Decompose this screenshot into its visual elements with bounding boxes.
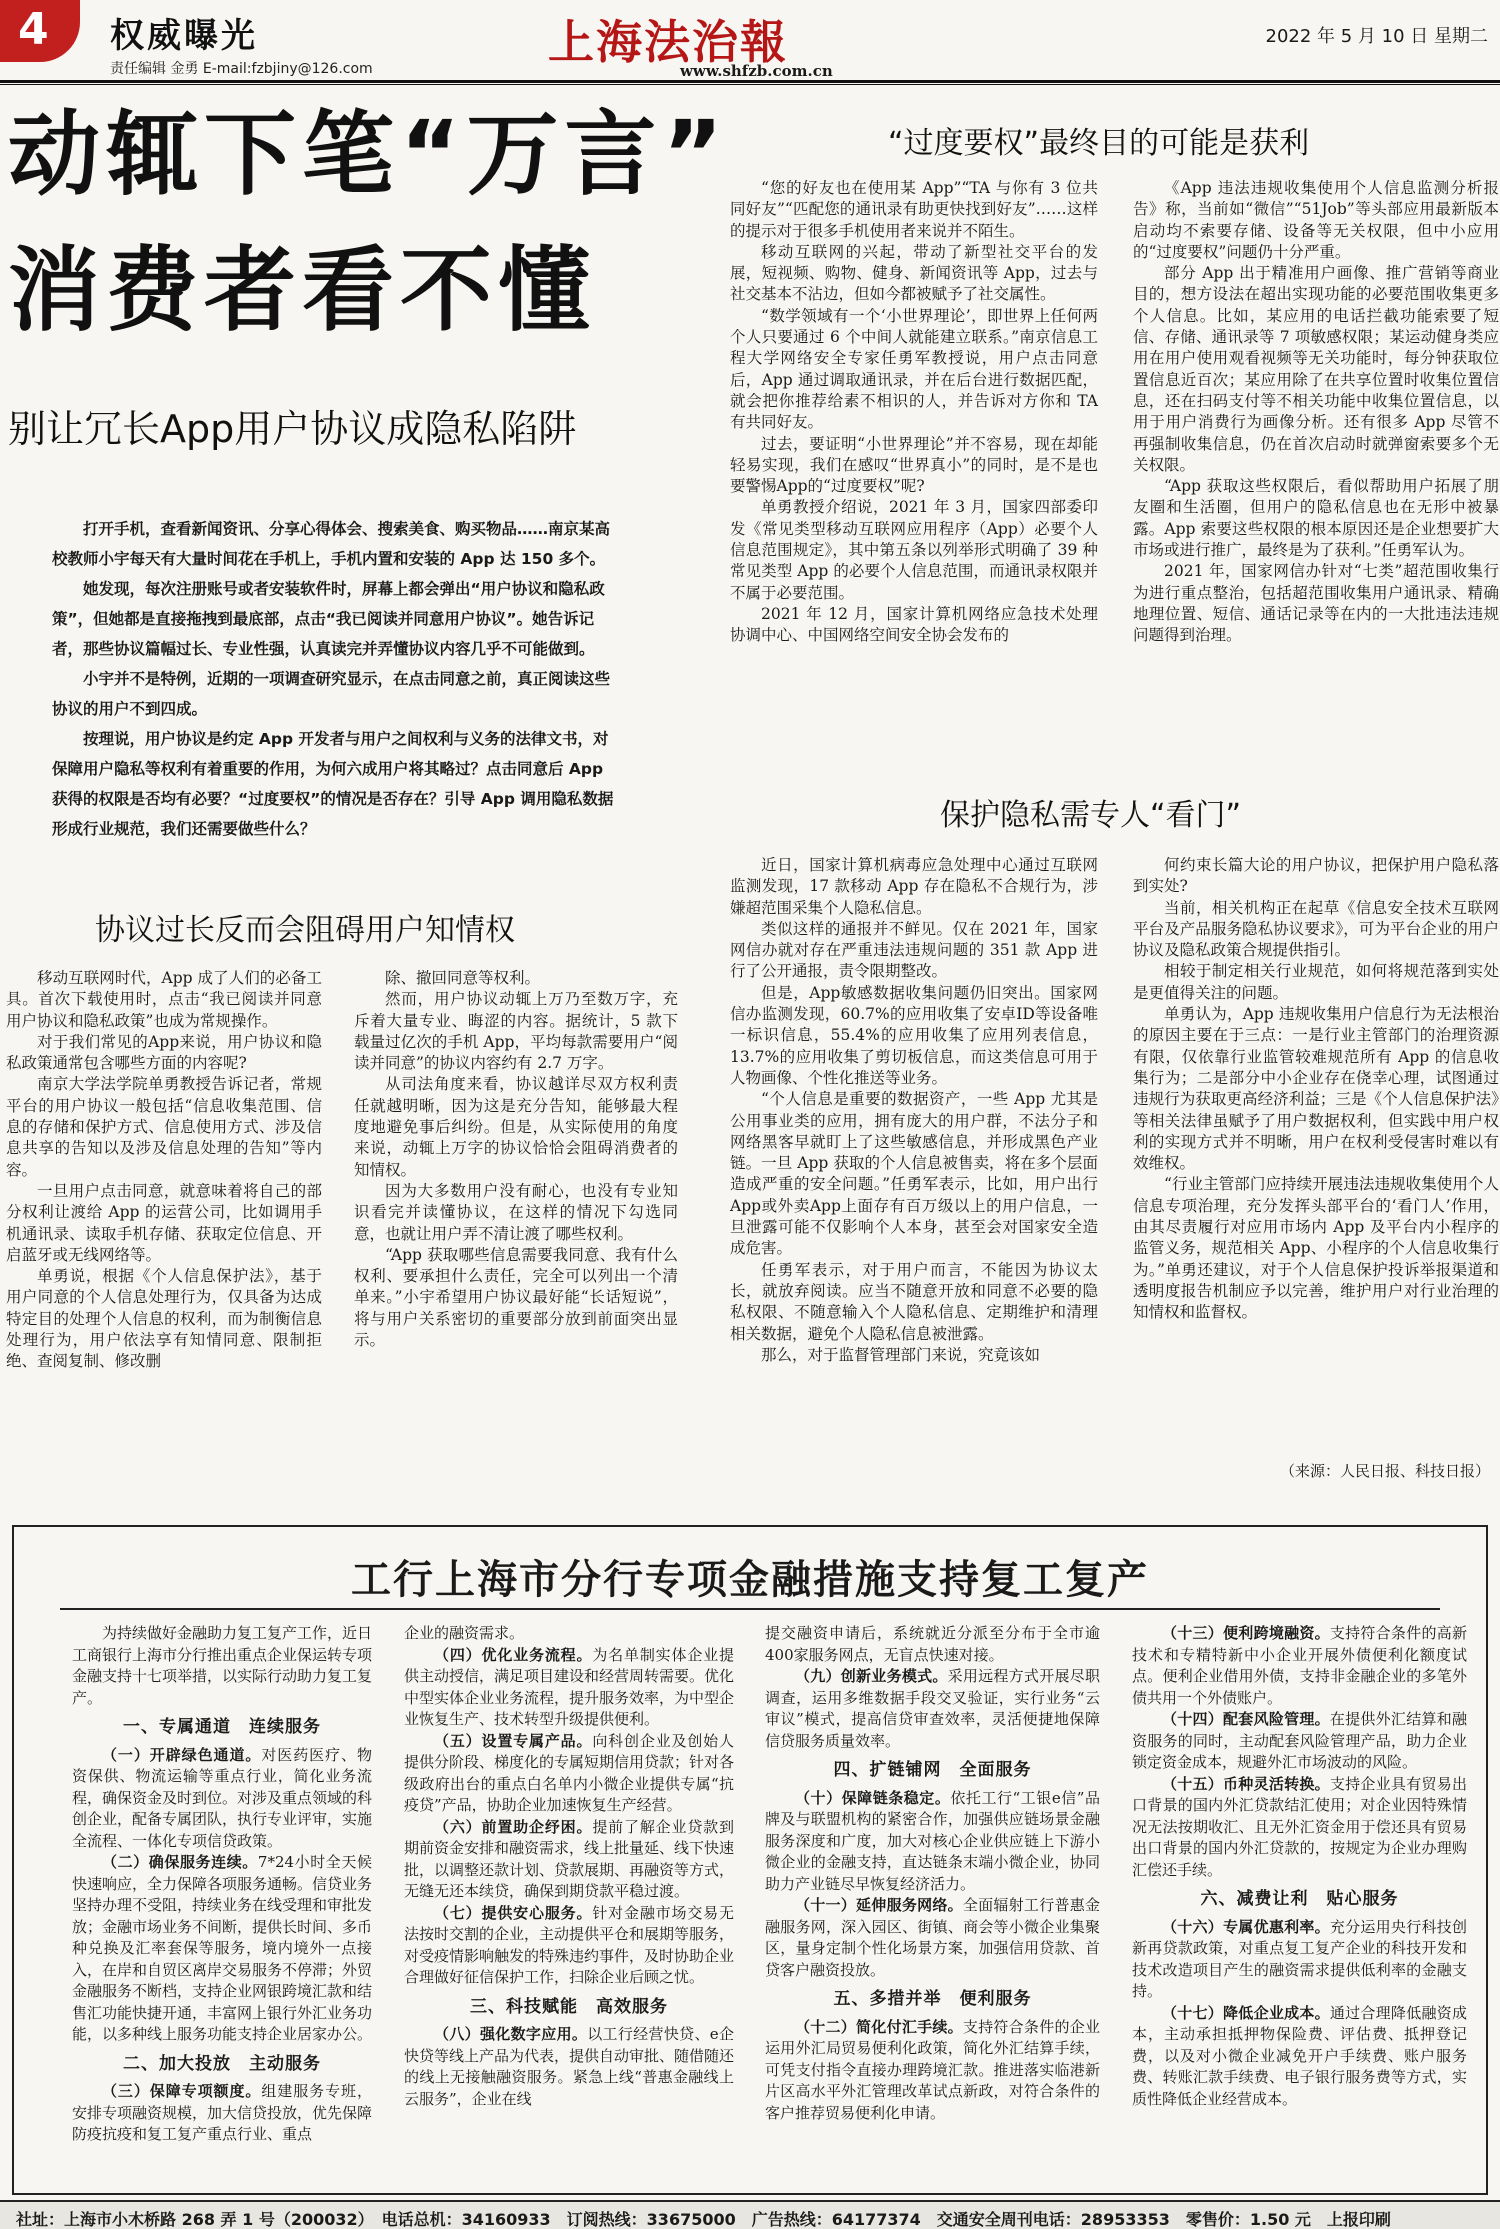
measure-text: 提前了解企业贷款到期前资金安排和融资需求，线上批量延、线下快速批，以调整还款计划、贷款展期、再融资等方式，无缝无还本续贷，确保到期贷款平稳过渡。 [404,1817,735,1900]
measure-text: 以工行经营快贷、e企快贷等线上产品为代表，提供自动审批、随借随还的线上无接触融资服务。紧急上线“普惠金融线上云服务”，企业在线 [404,2025,735,2108]
section-name: 权威曝光 [110,16,258,56]
paragraph: 类似这样的通报并不鲜见。仅在 2021 年，国家网信办就对存在严重违法违规问题的 351 款 App 进行了公开通报，责令限期整改。 [730,919,1098,981]
page-number: 4 [18,4,49,55]
bank-paragraph [404,1645,734,1731]
measure-label: （八）强化数字应用。 [434,2025,588,2043]
paragraph: 单勇教授介绍说，2021 年 3 月，国家四部委印发《常见类型移动互联网应用程序（App）必要个人信息范围规定》，其中第五条以列举形式明确了 39 种常见类型 App 的必要个人信息范围，而通讯录权限并不属于必要范围。 [730,498,1098,602]
bank-paragraph [404,1903,734,1989]
measure-label: （五）设置专属产品。 [434,1731,593,1750]
measure-label: （四）优化业务流程。 [434,1645,593,1664]
measure-label: （十）保障链条稳定。 [795,1788,951,1807]
measure-label: （二）确保服务连续。 [102,1853,258,1871]
bank-title-rule [60,1608,1440,1610]
paragraph: 近日，国家计算机病毒应急处理中心通过互联网监测发现，17 款移动 App 存在隐私不合规行为，涉嫌超范围采集个人隐私信息。 [730,856,1098,917]
measure-label: （三）保障专项额度。 [102,2082,262,2100]
measure-label: （十七）降低企业成本。 [1162,2003,1330,2022]
section-3-column-2 [1133,855,1499,1324]
measure-label: （十三）便利跨境融资。 [1162,1624,1330,1642]
measure-label: （十五）币种灵活转换。 [1162,1774,1330,1793]
newspaper-logo: 上海法治報 [548,15,788,69]
section-1-column-2 [354,968,678,1351]
paragraph: 除、撤回同意等权利。 [385,969,541,987]
section-title-2: “过度要权”最终目的可能是获利 [888,126,1310,161]
paragraph: 移动互联网时代，App 成了人们的必备工具。首次下载使用时，点击“我已阅读并同意用户协议和隐私政策”也成为常规操作。 [6,969,322,1030]
measure-text: 对医药医疗、物资保供、物流运输等重点行业，简化业务流程，确保资金及时到位。对涉及重点领域的科创企业，配备专属团队，执行专业评审，实施全流程、一体化专项信贷政策。 [72,1745,373,1850]
measure-label: （十二）简化付汇手续。 [795,2017,963,2036]
paragraph: 《App 违法违规收集使用个人信息监测分析报告》称，当前如“微信”“51Job”等头部应用最新版本启动均不索要存储、设备等无关权限，但中小应用的“过度要权”问题仍十分严重。 [1133,179,1499,261]
bank-paragraph [404,2024,734,2110]
bank-paragraph [1132,1917,1467,2003]
paragraph: 过去，要证明“小世界理论”并不容易，现在却能轻易实现，我们在感叹“世界真小”的同时，是不是也要警惕App的“过度要权”呢? [730,434,1098,496]
measure-label: （十六）专属优惠利率。 [1162,1917,1330,1936]
paragraph: 因为大多数用户没有耐心，也没有专业知识看完并读懂协议，在这样的情况下勾选同意，也就让用户弄不清让渡了哪些权利。 [354,1181,678,1243]
bank-paragraph [72,1745,372,1853]
measure-text: 依托工行“工银e信”品牌及与联盟机构的紧密合作，加强供应链场景金融服务深度和广度，加大对核心企业供应链上下游小微企业的金融支持，直达链条末端小微企业，协同助力产业链尽早恢复经济活力。 [765,1788,1100,1893]
measure-text: 7*24小时全天候快速响应，全力保障各项服务通畅。信贷业务坚持办理不受阻，持续业务在线受理和审批发放；金融市场业务不间断，提供长时间、多币种兑换及汇率套保等服务，境内境外一点接入，在岸和自贸区离岸交易服务不停滞；外贸金融服务不断档，支持企业网银跨境汇款和结售汇功能快捷开通，丰富网上银行外汇业务功能，以多种线上服务功能支持企业居家办公。 [72,1853,373,2043]
measure-text: 为名单制实体企业提供主动授信，满足项目建设和经营周转需要。优化中型实体企业业务流程，提升服务效率，为中型企业恢复生产、技术转型升级提供便利。 [404,1645,735,1728]
measure-text: 提交融资申请后，系统就近分派至分布于全市逾400家服务网点，无盲点快速对接。 [765,1624,1100,1664]
paragraph: 对于我们常见的App来说，用户协议和隐私政策通常包含哪些方面的内容呢? [6,1032,322,1073]
lede [52,514,622,844]
bank-paragraph [765,1666,1100,1752]
headline-line-2: 消费者看不懂 [8,237,597,344]
measure-text: 通过合理降低融资成本，主动承担抵押物保险费、评估费、抵押登记费，以及对小微企业减免开户手续费、账户服务费、转账汇款手续费、电子银行服务费等方式，实质性降低企业经营成本。 [1132,2003,1467,2108]
paragraph: 南京大学法学院单勇教授告诉记者，常规平台的用户协议一般包括“信息收集范围、信息的存储和保护方式、信息使用方式、涉及信息共享的告知以及涉及信息处理的告知”等内容。 [6,1075,322,1179]
footer [0,2200,1500,2229]
paragraph: 她发现，每次注册账号或者安装软件时，屏幕上都会弹出“用户协议和隐私政策”，但她都是直接拖拽到最底部，点击“我已阅读并同意用户协议”。她告诉记者，那些协议篇幅过长、专业性强，认真读完并弄懂协议内容几乎不可能做到。 [52,580,605,658]
paragraph: 然而，用户协议动辄上万乃至数万字，充斥着大量专业、晦涩的内容。据统计，5 款下载量过亿次的手机 App，平均每款需要用户“阅读并同意”的协议内容约有 2.7 万字。 [354,990,678,1073]
subheadline: 别让冗长App用户协议成隐私陷阱 [8,407,577,451]
paragraph: 2021 年 12 月，国家计算机网络应急技术处理协调中心、中国网络空间安全协会发布的 [730,604,1098,645]
bank-section-heading: 四、扩链铺网 全面服务 [833,1760,1032,1780]
bank-section-heading: 六、减费让利 贴心服务 [1200,1889,1399,1909]
paragraph: 何约束长篇大论的用户协议，把保护用户隐私落到实处? [1133,856,1499,896]
bank-section-heading: 五、多措并举 便利服务 [833,1989,1032,2009]
paragraph: “App 获取这些权限后，看似帮助用户拓展了朋友圈和生活圈，但用户的隐私信息也在无形中被暴露。App 索要这些权限的根本原因还是企业想要扩大市场或进行推广，最终是为了获利。”任勇军认为。 [1133,477,1499,560]
bank-paragraph [1132,1774,1467,1882]
bank-paragraph [765,1788,1100,1896]
measure-label: （十四）配套风险管理。 [1162,1710,1330,1728]
paragraph: “App 获取哪些信息需要我同意、我有什么权利、要承担什么责任，完全可以列出一个清单来。”小宇希望用户协议最好能“长话短说”，将与用户关系密切的重要部分放到前面突出显示。 [354,1245,678,1350]
bank-paragraph [765,2017,1100,2125]
paragraph: 部分 App 出于精准用户画像、推广营销等商业目的，想方设法在超出实现功能的必要范围收集更多个人信息。比如，某应用的电话拦截功能索要了短信、存储、通讯录等 7 项敏感权限；某运动健身类应用在用户使用观看视频等无关功能时，每分钟获取位置信息近百次；某应用除了在共享位置时收集位置信息，还在扫码支付等不相关功能中收集位置信息，以用于用户消费行为画像分析。还有很多 App 尽管不再强制收集信息，仍在首次启动时就弹窗索要多个无关权限。 [1133,264,1499,474]
paragraph: “您的好友也在使用某 App”“TA 与你有 3 位共同好友”“匹配您的通讯录有助更快找到好友”……这样的提示对于很多手机使用者来说并不陌生。 [730,179,1098,240]
paragraph: “个人信息是重要的数据资产，一些 App 尤其是公用事业类的应用，拥有庞大的用户群，不法分子和网络黑客早就盯上了这些敏感信息，并形成黑色产业链。一旦 App 获取的个人信息被售卖，将在多个层面造成严重的安全问题。”任勇军表示，比如，用户出行App或外卖App上面存有百万级以上的用户信息，一旦泄露可能不仅影响个人本身，甚至会对国家安全造成危害。 [730,1090,1098,1258]
section-2-column-1 [730,178,1098,647]
section-2-column-2 [1133,178,1499,647]
measure-text: 向科创企业及创始人提供分阶段、梯度化的专属短期信用贷款；针对各级政府出台的重点白名单内小微企业提供专属“抗疫贷”产品，协助企业加速恢复生产经营。 [404,1731,735,1814]
measure-text: 支持符合条件的企业运用外汇局贸易便利化政策，简化外汇结算手续，可凭支付指令直接办理跨境汇款。推进落实临港新片区高水平外汇管理改革试点新政，对符合条件的客户推荐贸易便利化申请。 [765,2017,1100,2122]
measure-label: （七）提供安心服务。 [434,1903,593,1922]
source-credit: （来源：人民日报、科技日报） [1279,1462,1490,1480]
paragraph: 移动互联网的兴起，带动了新型社交平台的发展，短视频、购物、健身、新闻资讯等 App，过去与社交基本不沾边，但如今都被赋予了社交属性。 [730,242,1098,304]
bank-paragraph [404,1623,734,1645]
measure-text: 在提供外汇结算和融资服务的同时，主动配套风险管理产品，助力企业锁定资金成本，规避外汇市场波动的风险。 [1132,1710,1467,1771]
bank-paragraph [72,2081,372,2146]
headline-line-1: 动辄下笔“万言” [8,101,729,208]
bank-article-title: 工行上海市分行专项金融措施支持复工复产 [351,1557,1149,1603]
paragraph: 当前，相关机构正在起草《信息安全技术互联网平台及产品服务隐私协议要求》，可为平台企业的用户协议及隐私政策合规提供指引。 [1133,898,1499,960]
bank-paragraph [765,1623,1100,1666]
measure-text: 为持续做好金融助力复工复产工作，近日工商银行上海市分行推出重点企业保运转专项金融支持十七项举措，以实际行动助力复工复产。 [72,1624,373,1707]
bank-paragraph [1132,1709,1467,1774]
measure-label: （十一）延伸服务网络。 [795,1896,963,1914]
paragraph: 从司法角度来看，协议越详尽双方权利责任就越明晰，因为这是充分告知，能够最大程度地避免事后纠纷。但是，从实际使用的角度来说，动辄上万字的协议恰恰会阻碍消费者的知情权。 [354,1075,678,1179]
bank-section-heading: 二、加大投放 主动服务 [123,2053,321,2074]
bank-paragraph [765,1895,1100,1981]
measure-label: （九）创新业务模式。 [795,1667,948,1685]
bank-section-heading: 一、专属通道 连续服务 [123,1717,321,1737]
section-title-1: 协议过长反而会阻碍用户知情权 [95,913,515,948]
paragraph: 但是，App敏感数据收集问题仍旧突出。国家网信办监测发现，60.7%的应用收集了安卓ID等设备唯一标识信息，55.4%的应用收集了应用列表信息，13.7%的应用收集了剪切板信息，而这类信息可用于人物画像、个性化推送等业务。 [730,983,1098,1087]
measure-text: 全面辐射工行普惠金融服务网，深入园区、街镇、商会等小微企业集聚区，量身定制个性化场景方案，加强信用贷款、首贷客户融资投放。 [765,1896,1100,1979]
paragraph: 一旦用户点击同意，就意味着将自己的部分权利让渡给 App 的运营公司，比如调用手机通讯录、读取手机存储、获取定位信息、开启蓝牙或无线网络等。 [6,1181,322,1264]
website-url: www.shfzb.com.cn [680,62,833,80]
paragraph: 2021 年，国家网信办针对“七类”超范围收集行为进行重点整治，包括超范围收集用户通讯录、精确地理位置、短信、通话记录等在内的一大批违法违规问题得到治理。 [1133,562,1499,645]
bank-section-heading: 三、科技赋能 高效服务 [470,1996,668,2017]
measure-text: 企业的融资需求。 [404,1624,525,1642]
masthead [0,0,1500,80]
measure-text: 支持企业具有贸易出口背景的国内外汇贷款结汇使用；对企业因特殊情况无法按期收汇、且无外汇资金用于偿还具有贸易出口背景的国内外汇贷款的，按规定为企业办理购汇偿还手续。 [1132,1774,1467,1879]
measure-text: 采用远程方式开展尽职调查，运用多维数据手段交叉验证，实行业务“云审议”模式，提高信贷审查效率，灵活便捷地保障信贷服务质量效率。 [765,1667,1100,1750]
paragraph: “数学领域有一个‘小世界理论’，即世界上任何两个人只要通过 6 个中间人就能建立联系。”南京信息工程大学网络安全专家任勇军教授说，用户点击同意后，App 通过调取通讯录，并在后台进行数据匹配，就会把你推荐给素不相识的人，并告诉对方你和 TA 有共同好友。 [730,306,1098,432]
paragraph: 按理说，用户协议是约定 App 开发者与用户之间权利与义务的法律文书，对保障用户隐私等权利有着重要的作用，为何六成用户将其略过？点击同意后 App 获得的权限是否均有必要？“过度要权”的情况是否存在？引导 App 调用隐私数据形成行业规范，我们还需要做些什么？ [52,730,614,838]
paragraph: 单勇说，根据《个人信息保护法》，基于用户同意的个人信息处理行为，仅具备为达成特定目的处理个人信息的权利，而为制衡信息处理行为，用户依法享有知情同意、限制拒绝、查阅复制、修改删 [6,1267,322,1371]
section-title-3: 保护隐私需专人“看门” [940,798,1242,833]
measure-text: 针对金融市场交易无法按时交割的企业，主动提供平仓和展期等服务，对受疫情影响触发的特殊违约事件，及时协助企业合理做好征信保护工作，扫除企业后顾之忧。 [404,1903,735,1986]
issue-date: 2022 年 5 月 10 日 星期二 [1265,26,1488,47]
bank-column-3 [765,1623,1100,2124]
masthead-rule [0,80,1500,83]
footer-contact-info: 社址：上海市小木桥路 268 弄 1 号（200032） 电话总机：34160933 订阅热线：33675000 广告热线：64177374 交通安全周刊电话：28953353 零售价：1.50 元 上报印刷 [16,2210,1391,2229]
measure-label: （六）前置助企纾困。 [434,1817,593,1836]
measure-text: 充分运用央行科技创新再贷款政策，对重点复工复产企业的科技开发和技术改造项目产生的融资需求提供低利率的金融支持。 [1132,1917,1467,2000]
paragraph: 那么，对于监督管理部门来说，究竟该如 [761,1345,1041,1364]
section-3-column-1 [730,855,1098,1366]
paragraph: 打开手机，查看新闻资讯、分享心得体会、搜索美食、购买物品……南京某高校教师小宇每天有大量时间花在手机上，手机内置和安装的 App 达 150 多个。 [52,520,611,568]
section-1-column-1 [6,968,322,1373]
editor-line: 责任编辑 金勇 E-mail:fzbjiny@126.com [110,61,373,77]
bank-paragraph [72,1623,372,1709]
bank-paragraph [1132,1623,1467,1709]
measure-text: 组建服务专班，安排专项融资规模，加大信贷投放，优先保障防疫抗疫和复工复产重点行业、重点 [72,2082,373,2143]
bank-column-1 [72,1623,372,2146]
paragraph: 任勇军表示，对于用户而言，不能因为协议太长，就放弃阅读。应当不随意开放和同意不必要的隐私权限、不随意输入个人隐私信息、定期维护和清理相关数据，避免个人隐私信息被泄露。 [730,1260,1098,1343]
paragraph: 单勇认为，App 违规收集用户信息行为无法根治的原因主要在于三点：一是行业主管部门的治理资源有限，仅依靠行业监管较难规范所有 App 的信息收集行为；二是部分中小企业存在侥幸心理，试图通过违规行为获取更高经济利益；三是《个人信息保护法》等相关法律虽赋予了用户数据权利，但实践中用户权利的实现方式并不明晰，用户在权利受侵害时难以有效维权。 [1133,1005,1499,1173]
bank-paragraph [404,1817,734,1903]
measure-text: 支持符合条件的高新技术和专精特新中小企业开展外债便利化额度试点。便利企业借用外债，支持非金融企业的多笔外债共用一个外债账户。 [1132,1624,1467,1707]
paragraph: “行业主管部门应持续开展违法违规收集使用个人信息专项治理，充分发挥头部平台的‘看门人’作用，由其尽责履行对应用市场内 App 及平台内小程序的监管义务，规范相关 App、小程序的个人信息收集行为。”单勇还建议，对于个人信息保护投诉举报渠道和透明度报告机制应予以完善，维护用户对行业治理的知情权和监督权。 [1133,1175,1499,1322]
measure-label: （一）开辟绿色通道。 [102,1745,262,1764]
bank-paragraph [1132,2003,1467,2111]
bank-paragraph [404,1731,734,1817]
paragraph: 相较于制定相关行业规范，如何将规范落到实处是更值得关注的问题。 [1133,962,1499,1002]
bank-paragraph [72,1852,372,2046]
bank-column-2 [404,1623,734,2110]
bank-column-4 [1132,1623,1467,2110]
paragraph: 小宇并不是特例，近期的一项调查研究显示，在点击同意之前，真正阅读这些协议的用户不到四成。 [52,670,611,718]
masthead-rule-thin [0,84,1500,85]
